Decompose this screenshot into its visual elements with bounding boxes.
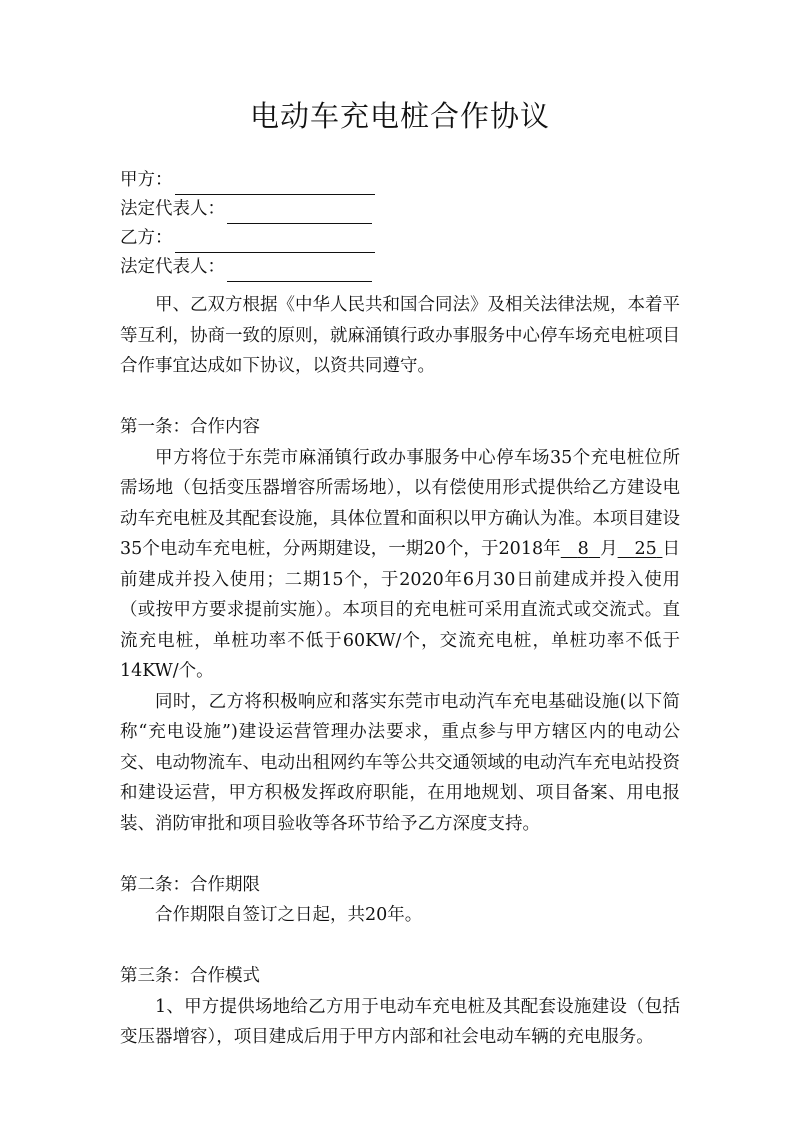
document-title: 电动车充电桩合作协议 (249, 99, 550, 133)
party-b-blank (175, 232, 375, 253)
preamble-paragraph: 甲、乙双方根据《中华人民共和国合同法》及相关法律法规，本着平等互利，协商一致的原则，就麻涌镇行政办事服务中心停车场充电桩项目合作事宜达成如下协议，以资共同遵守。 (120, 295, 680, 376)
month-suffix: 月 (600, 539, 618, 559)
party-b-rep-label: 法定代表人： (120, 257, 225, 277)
party-a-label: 甲方： (120, 170, 173, 190)
party-a-row (120, 166, 375, 195)
article-1-text-a: 甲方将位于东莞市麻涌镇行政办事服务中心停车场35个充电桩位所需场地（包括变压器增容所需场地），以有偿使用形式提供给乙方建设电动车充电桩及其配套设施，具体位置和面积以甲方确认为准。本项目建设35个电动车充电桩，分两期建设，一期20个，于2018年 (120, 447, 680, 559)
article-1-heading: 第一条：合作内容 (120, 417, 260, 437)
month-number: 8 (577, 539, 589, 559)
agreement-body (120, 290, 680, 1053)
party-a-rep-blank (227, 203, 372, 224)
spacer (120, 931, 680, 962)
party-b-rep-blank (227, 261, 372, 282)
article-2-paragraph: 合作期限自签订之日起，共20年。 (155, 905, 423, 925)
party-a-rep-label: 法定代表人： (120, 199, 225, 219)
article-3-paragraph: 1、甲方提供场地给乙方用于电动车充电桩及其配套设施建设（包括变压器增容），项目建成后用于甲方内部和社会电动车辆的充电服务。 (120, 996, 680, 1047)
party-b-rep-row (120, 253, 375, 282)
party-b-row (120, 224, 375, 253)
party-a-blank (175, 174, 375, 195)
day-number: 25 (634, 539, 657, 559)
spacer (120, 382, 680, 413)
party-fields (120, 166, 375, 282)
party-b-label: 乙方： (120, 228, 173, 248)
article-1-paragraph-1 (120, 443, 680, 687)
article-1-text-b: 日前建成并投入使用；二期15个，于2020年6月30日前建成并投入使用（或按甲方要求提前实施）。本项目的充电桩可采用直流式或交流式。直流充电桩，单桩功率不低于60KW/个，交流充电桩，单桩功率不低于14KW/个。 (120, 539, 680, 681)
article-2-heading: 第二条：合作期限 (120, 874, 260, 895)
spacer (120, 839, 680, 870)
article-1-paragraph-2: 同时，乙方将积极响应和落实东莞市电动汽车充电基础设施(以下简称“充电设施”)建设运营管理办法要求，重点参与甲方辖区内的电动公交、电动物流车、电动出租网约车等公共交通领域的电动汽车充电站投资和建设运营，甲方积极发挥政府职能，在用地规划、项目备案、用电报装、消防审批和项目验收等各环节给予乙方深度支持。 (120, 691, 680, 834)
month-value (561, 539, 600, 559)
article-3-heading: 第三条：合作模式 (120, 966, 260, 986)
party-a-rep-row (120, 195, 375, 224)
day-value (618, 539, 663, 559)
